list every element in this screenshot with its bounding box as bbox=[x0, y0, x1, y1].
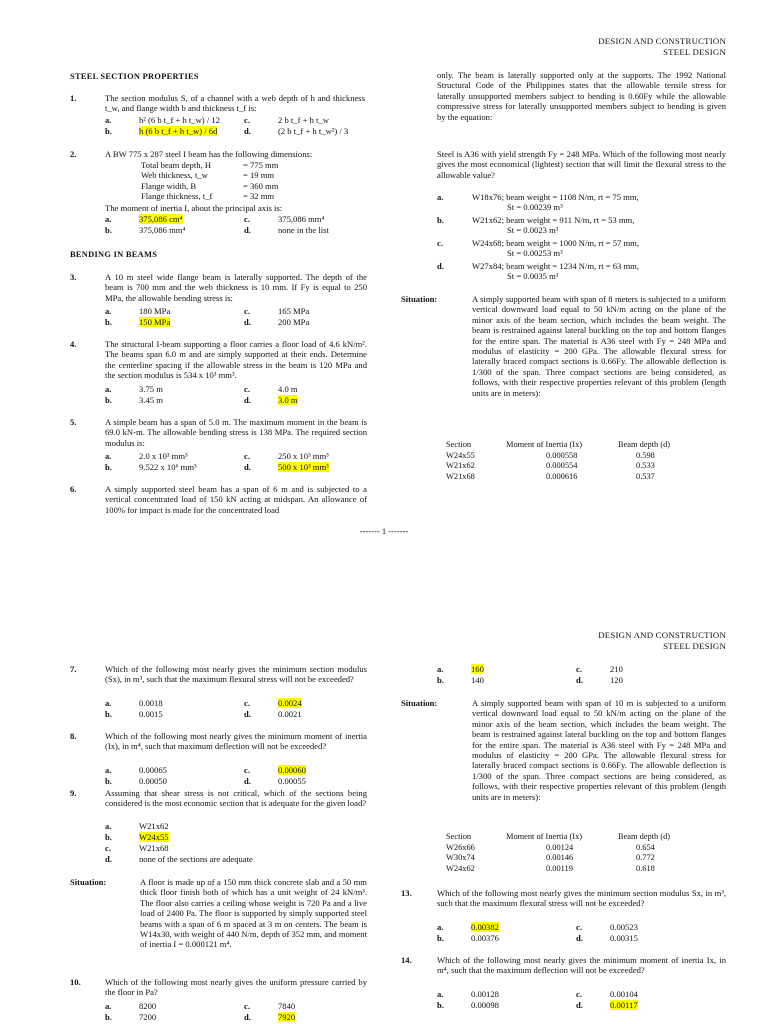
option-c: c. 2 b t_f + h t_w bbox=[244, 115, 329, 125]
question-number: 10. bbox=[70, 977, 81, 987]
option-b: b. W24x55 bbox=[105, 832, 169, 842]
option-b: b. 9.522 x 10⁶ mm³ bbox=[105, 462, 197, 472]
table-row: W24x55 0.000558 0.598 bbox=[446, 450, 655, 460]
situation-label: Situation: bbox=[401, 698, 438, 708]
question-text: A simply supported steel beam has a span of 6 m and is subjected to a vertical concentrated load of 150 kN acting at midspan. An allowance of 100% for impact is made for the concentrated load bbox=[105, 484, 367, 515]
option-b: b. 0.0015 bbox=[105, 709, 163, 719]
question-number: 3. bbox=[70, 272, 77, 282]
table-row: W30x74 0.00146 0.772 bbox=[446, 853, 655, 863]
question-text: A BW 775 x 287 steel I beam has the following dimensions: bbox=[105, 149, 313, 159]
option-d: d. 0.0021 bbox=[244, 709, 302, 719]
table-row: W21x62 0.000554 0.533 bbox=[446, 461, 655, 471]
option-d: d. 500 x 10³ mm³ bbox=[244, 462, 329, 472]
option-d: d. none in the list bbox=[244, 225, 329, 235]
option-d: d. 120 bbox=[576, 675, 623, 685]
question-number: 13. bbox=[401, 888, 412, 898]
option-c: c. 0.00104 bbox=[576, 989, 638, 999]
situation-label: Situation: bbox=[401, 294, 438, 304]
question-text: The moment of inertia I, about the principal axis is: bbox=[105, 203, 283, 213]
option-a: a. 3.75 m bbox=[105, 384, 163, 394]
option-a: a. 160 bbox=[437, 664, 484, 674]
option-b: b. h (6 b t_f + h t_w) / 6d bbox=[105, 126, 218, 136]
option-c: W24x68; beam weight = 1000 N/m, rt = 57 mm, St = 0.00253 m³ bbox=[472, 238, 639, 259]
page-number: ------- 1 ------- bbox=[359, 526, 409, 536]
option-a: a. 2.0 x 10³ mm³ bbox=[105, 451, 188, 461]
option-b: W21x62; beam weight = 911 N/m, rt = 53 mm, St = 0.0023 m³ bbox=[472, 215, 635, 236]
situation-text: A simply supported beam with span of 8 meters is subjected to a uniform vertical downward load equal to 50 kN/m acting on the plane of the minor axis of the beam section, which includes the beam weight. The beam is restrained against lateral buckling on the top and bottom flanges for the entire span. The material is A36 steel with Fy = 248 MPa and modulus of elasticity = 200 GPa. The allowable flexural stress for laterally braced compact sections is 0.66Fy. The allowable deflection is 1/300 of the span. Three compact sections are being considered, as follows, with their respective properties relevant of this problem (length units are in meters): bbox=[472, 294, 726, 398]
question-number: 9. bbox=[70, 788, 77, 798]
question-text: Which of the following most nearly gives the uniform pressure carried by the floor in Pa? bbox=[105, 977, 367, 998]
option-d: W27x84; beam weight = 1234 N/m, rt = 63 mm, St = 0.0035 m³ bbox=[472, 261, 639, 282]
question-text: Assuming that shear stress is not critical, which of the sections being considered is the most economic section that is adequate for the given load? bbox=[105, 788, 367, 809]
table-row: W24x62 0.00119 0.618 bbox=[446, 863, 655, 873]
option-a: a. 375,086 cm⁴ bbox=[105, 214, 183, 224]
option-a: W18x76; beam weight = 1108 N/m, rt = 75 mm, St = 0.00239 m³ bbox=[472, 192, 639, 213]
section-properties-table bbox=[446, 440, 678, 482]
question-number: 2. bbox=[70, 149, 77, 159]
option-a: a. 0.00382 bbox=[437, 922, 499, 932]
option-c-letter: c. bbox=[437, 238, 443, 248]
option-b: b. 0.00376 bbox=[437, 933, 499, 943]
option-a-letter: a. bbox=[437, 192, 444, 202]
table-row: W21x68 0.000616 0.537 bbox=[446, 471, 655, 481]
question-number: 5. bbox=[70, 417, 77, 427]
option-c: c. 165 MPa bbox=[244, 306, 310, 316]
question-text: Which of the following most nearly gives the minimum section modulus Sx, in m³, such that the maximum flexural stress will not be exceeded? bbox=[437, 888, 726, 909]
question-text: Steel is A36 with yield strength Fy = 248 MPa. Which of the following most nearly gives the most economical (lightest) section that will limit the flexural stress to the allowable value? bbox=[437, 149, 726, 180]
section-properties-table bbox=[446, 832, 678, 874]
page-1-header: DESIGN AND CONSTRUCTION STEEL DESIGN bbox=[598, 36, 726, 57]
option-c: c. 0.00523 bbox=[576, 922, 638, 932]
option-c: c. 250 x 10³ mm³ bbox=[244, 451, 329, 461]
table-header: Section Moment of Inertia (Ix) Beam depth (d) bbox=[446, 832, 671, 841]
option-b: b. 140 bbox=[437, 675, 484, 685]
option-a: a. 8200 bbox=[105, 1001, 157, 1011]
option-b: b. 3.45 m bbox=[105, 395, 163, 405]
option-c: c. 210 bbox=[576, 664, 623, 674]
page-2-header: DESIGN AND CONSTRUCTION STEEL DESIGN bbox=[598, 630, 726, 651]
option-c: c. 0.0024 bbox=[244, 698, 302, 708]
option-c: c. 375,086 mm⁴ bbox=[244, 214, 325, 224]
option-d-letter: d. bbox=[437, 261, 444, 271]
table-header: Section Moment of Inertia (Ix) Beam depth (d) bbox=[446, 440, 671, 449]
option-d: d. 3.0 m bbox=[244, 395, 298, 405]
situation-text: A simply supported beam with span of 10 m is subjected to a uniform vertical downward load equal to 50 kN/m acting on the plane of the minor axis of the beam section, which includes the beam weight. The beam is restrained against lateral buckling on the top and bottom flanges for the entire span. The material is A36 steel with Fy = 248 MPa and modulus of elasticity = 200 GPa. The allowable flexural stress for laterally braced compact sections is 0.66Fy. The allowable deflection is 1/300 of the span. Three compact sections are being considered, as follows, with their respective properties relevant of this problem (length units are in meters): bbox=[472, 698, 726, 802]
section-heading-bending: BENDING IN BEAMS bbox=[70, 250, 158, 259]
question-number: 1. bbox=[70, 93, 77, 103]
dimension-table: Total beam depth, H = 775 mm Web thickness, t_w = 19 mm Flange width, B = 360 mm Flange thickness, t_f = 32 mm bbox=[141, 160, 279, 202]
option-c: c. 0.00060 bbox=[244, 765, 306, 775]
option-c: c. 7840 bbox=[244, 1001, 296, 1011]
situation-label: Situation: bbox=[70, 877, 107, 887]
question-text: A simple beam has a span of 5.0 m. The maximum moment in the beam is 69.0 kN-m. The allowable bending stress is 138 MPa. The required section modulus is: bbox=[105, 417, 367, 448]
question-number: 6. bbox=[70, 484, 77, 494]
question-continuation: only. The beam is laterally supported only at the supports. The 1992 National Structural Code of the Philippines states that the allowable tensile stress for laterally unsupported members subject to bending is 0.60Fy while the allowable compressive stress for laterally unsupported members subject to bending is given by the equation: bbox=[437, 70, 726, 122]
option-b: b. 0.00098 bbox=[437, 1000, 499, 1010]
option-a: a. 180 MPa bbox=[105, 306, 171, 316]
question-text: Which of the following most nearly gives the minimum moment of inertia (Ix), in m⁴, such that maximum deflection will not be exceeded? bbox=[105, 731, 367, 752]
question-text: Which of the following most nearly gives the minimum moment of inertia Ix, in m⁴, such that the maximum deflection will not be exceeded? bbox=[437, 955, 726, 976]
question-text: The structural I-beam supporting a floor carries a floor load of 4.6 kN/m². The beams span 6.0 m and are simply supported at their ends. Determine the centerline spacing if the allowable stress in the beam is 120 MPa and the section modulus is 534 x 10³ mm³. bbox=[105, 339, 367, 381]
question-text: A 10 m steel wide flange beam is laterally supported. The depth of the beam is 700 mm and the web thickness is 10 mm. If Fy is equal to 250 MPa, the allowable bending stress is: bbox=[105, 272, 367, 303]
question-text: The section modulus S, of a channel with a web depth of h and thickness t_w, and flange width b and thickness t_f is: bbox=[105, 93, 365, 114]
option-d: d. 0.00055 bbox=[244, 776, 306, 786]
section-heading-properties: STEEL SECTION PROPERTIES bbox=[70, 72, 199, 81]
option-a: a. 0.00128 bbox=[437, 989, 499, 999]
option-b: b. 150 MPa bbox=[105, 317, 171, 327]
question-number: 14. bbox=[401, 955, 412, 965]
option-a: a. 0.0018 bbox=[105, 698, 163, 708]
option-b-letter: b. bbox=[437, 215, 444, 225]
option-d: d. 0.00315 bbox=[576, 933, 638, 943]
table-row: W26x66 0.00124 0.654 bbox=[446, 842, 655, 852]
option-d: d. (2 b t_f + h t_w²) / 3 bbox=[244, 126, 349, 136]
option-d: d. 200 MPa bbox=[244, 317, 310, 327]
question-number: 7. bbox=[70, 664, 77, 674]
option-b: b. 375,086 mm⁴ bbox=[105, 225, 186, 235]
situation-text: A floor is made up of a 150 mm thick concrete slab and a 50 mm thick floor finish both of which has a unit weight of 24 kN/m³. The floor also carries a ceiling whose weight is 720 Pa and a live load of 2400 Pa. The floor is supported by simply supported steel beams with a span of 6 m spaced at 3 m on centers. The beam is W14x30, with weight of 440 N/m, depth of 352 mm, and moment of inertia I = 0.000121 m⁴. bbox=[140, 877, 367, 950]
option-d: d. none of the sections are adequate bbox=[105, 854, 253, 864]
option-a: a. W21x62 bbox=[105, 821, 169, 831]
question-number: 4. bbox=[70, 339, 77, 349]
option-a: a. 0.00065 bbox=[105, 765, 167, 775]
option-d: d. 0.00117 bbox=[576, 1000, 638, 1010]
question-text: Which of the following most nearly gives the minimum section modulus (Sx), in m³, such that the maximum flexural stress will not be exceeded? bbox=[105, 664, 367, 685]
option-c: c. W21x68 bbox=[105, 843, 169, 853]
option-c: c. 4.0 m bbox=[244, 384, 298, 394]
question-number: 8. bbox=[70, 731, 77, 741]
option-d: d. 7920 bbox=[244, 1012, 296, 1022]
option-b: b. 0.00050 bbox=[105, 776, 167, 786]
option-a: a. h² (6 b t_f + h t_w) / 12 bbox=[105, 115, 220, 125]
option-b: b. 7200 bbox=[105, 1012, 157, 1022]
